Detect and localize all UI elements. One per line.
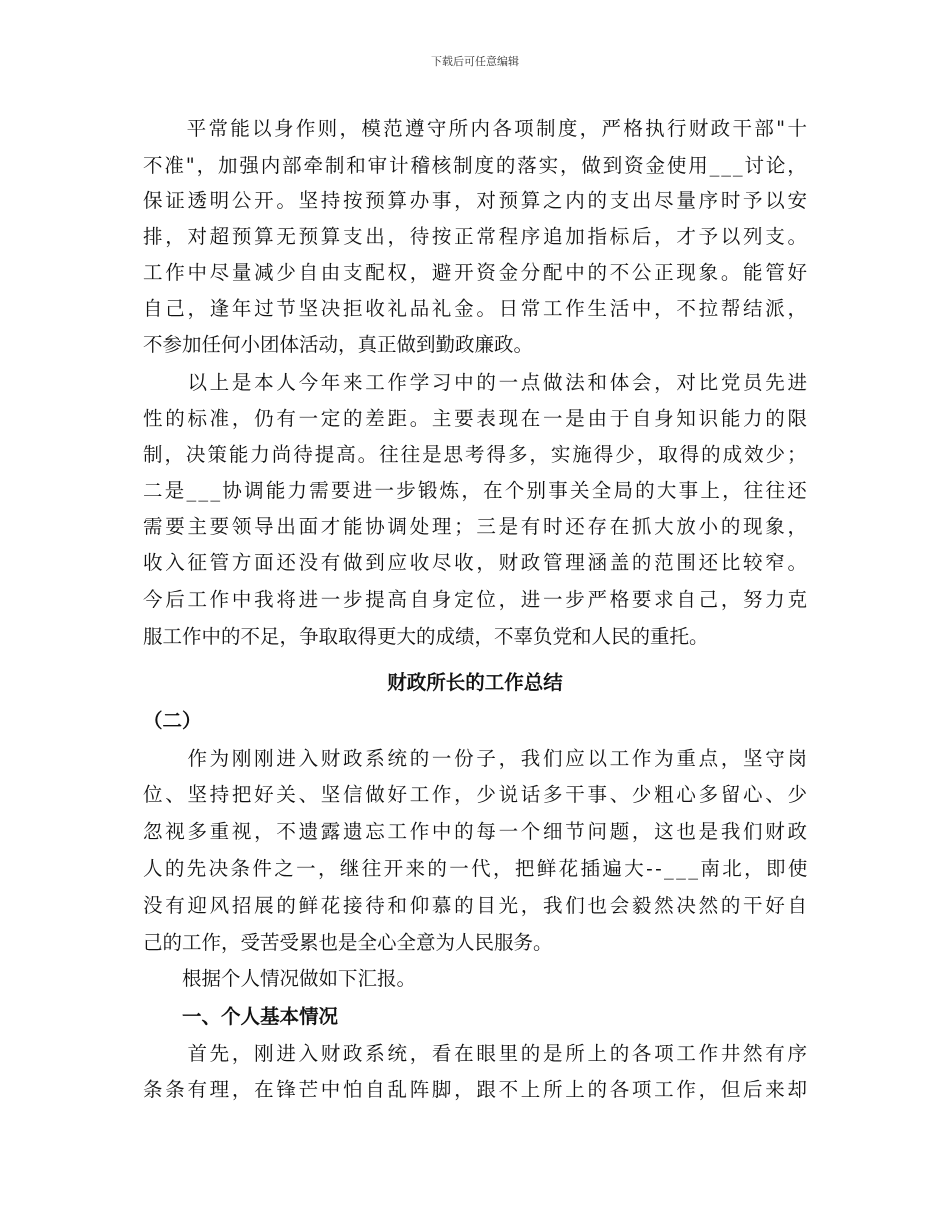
body-line: 以上是本人今年来工作学习中的一点做法和体会，对比党员先进: [143, 371, 810, 394]
body-line: 工作中尽量减少自由支配权，避开资金分配中的不公正现象。能管好: [143, 261, 810, 284]
body-line: 首先，刚进入财政系统，看在眼里的是所上的各项工作井然有序: [143, 1042, 810, 1065]
body-line: 平常能以身作则，模范遵守所内各项制度，严格执行财政干部"十: [143, 117, 810, 140]
body-line: 二是___协调能力需要进一步锻炼，在个别事关全局的大事上，往往还: [143, 479, 809, 502]
page-header: 下载后可任意编辑: [431, 55, 519, 68]
body-line: 需要主要领导出面才能协调处理；三是有时还存在抓大放小的现象，: [143, 515, 810, 538]
body-line: 条条有理，在锋芒中怕自乱阵脚，跟不上所上的各项工作，但后来却: [143, 1078, 810, 1101]
body-line: 己的工作，受苦受累也是全心全意为人民服务。: [143, 931, 553, 954]
body-line: 自己，逢年过节坚决拒收礼品礼金。日常工作生活中，不拉帮结派，: [143, 297, 810, 320]
body-line: 没有迎风招展的鲜花接待和仰慕的目光，我们也会毅然决然的干好自: [143, 894, 810, 917]
body-line: 不参加任何小团体活动，真正做到勤政廉政。: [143, 333, 534, 356]
body-line: 收入征管方面还没有做到应收尽收，财政管理涵盖的范围还比较窄。: [143, 551, 810, 574]
body-line: 不准"，加强内部牵制和审计稽核制度的落实，做到资金使用___讨论，: [143, 154, 809, 177]
body-line: 根据个人情况做如下汇报。: [143, 967, 417, 990]
body-line: 忽视多重视，不遗露遗忘工作中的每一个细节问题，这也是我们财政: [143, 820, 810, 843]
document-title: 财政所长的工作总结: [387, 671, 563, 694]
body-line: 排，对超预算无预算支出，待按正常程序追加指标后，才予以列支。: [143, 225, 810, 248]
body-line: 人的先决条件之一，继往开来的一代，把鲜花插遍大--___南北，即使: [143, 857, 810, 880]
body-line: 性的标准，仍有一定的差距。主要表现在一是由于自身知识能力的限: [143, 407, 810, 430]
body-line: 制，决策能力尚待提高。往往是思考得多，实施得少，取得的成效少；: [143, 443, 809, 466]
body-line: 作为刚刚进入财政系统的一份子，我们应以工作为重点，坚守岗: [143, 747, 810, 770]
body-line: 保证透明公开。坚持按预算办事，对预算之内的支出尽量序时予以安: [143, 189, 810, 212]
body-line: 服工作中的不足，争取取得更大的成绩，不辜负党和人民的重托。: [143, 625, 709, 648]
body-line: 位、坚持把好关、坚信做好工作，少说话多干事、少粗心多留心、少: [143, 783, 810, 806]
document-subtitle: （二）: [143, 709, 202, 732]
section-heading: 一、个人基本情况: [143, 1005, 339, 1028]
body-line: 今后工作中我将进一步提高自身定位，进一步严格要求自己，努力克: [143, 588, 810, 611]
